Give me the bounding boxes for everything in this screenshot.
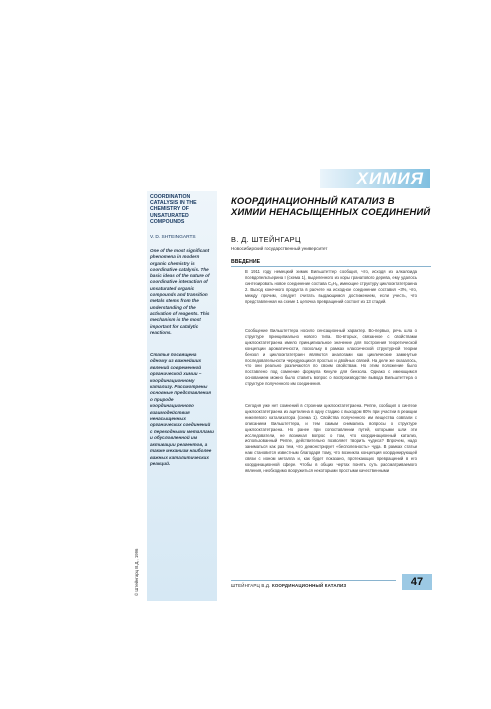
author-affiliation: Новосибирский государственный университет: [231, 246, 328, 251]
article-title: КООРДИНАЦИОННЫЙ КАТАЛИЗ В ХИМИИ НЕНАСЫЩЕННЫХ СОЕДИНЕНИЙ: [231, 195, 431, 217]
body-paragraph: Сообщение Вильштеттера носило сенсационный характер. Во-первых, речь шла о структуре принципиально нового типа. Во-вторых, связанное с свойствами циклооктатетраена имело принципиальное значение для построения теоретической концепции ароматичности, поскольку в рамках классической структурной теории бензол и циклооктатетраен являются аналогами как циклические замкнутые последовательности чередующихся простых и двойных связей. На деле же оказалось, что они реально различаются по своим свойствам. Но этим положение было поставлено под сомнение формула Кекуле для бензола. Однако с имеющимся основанием можно было ставить вопрос о воспроизводстве вывода Вильштеттера о структуре полученного им соединения.: [245, 328, 417, 387]
russian-abstract: Статья посвящена одному из важнейших явлений современной органической химии – координационному катализу. Рассмотрены основные представления о природе координационного взаимодействия ненасыщенных органических соединений с переходными металлами и обусловленной им активации реагентов, а также механизм наиболее важных каталитических реакций.: [150, 352, 214, 466]
running-footer: [231, 583, 346, 588]
footer-author: ШТЕЙНГАРЦ В.Д.: [231, 583, 271, 588]
english-author: V. D. SHTEINGARTS: [150, 235, 196, 240]
footer-divider: [231, 580, 396, 581]
section-divider: [231, 266, 431, 267]
section-banner: [320, 169, 430, 188]
body-paragraph: Сегодня уже нет сомнений в строении циклооктатетраена. Реппе, сообщил о синтезе циклооктатетраена из ацетилена в одну стадию с выходом 80% при участии в реакции никелевого катализатора (схема 1). Свойства полученного им вещества совпали с описанием Вильштеттера, и тем самым снимались вопросы о структуре циклооктатетраена. Но ранее при сопоставлении путей, которыми шли эти исследователи, не возникал вопрос о том, что координационный катализ, использованный Реппе, действительно позволяет творить чудеса? Впрочем, надо заниматься как раз тем, что демонстрирует «бесполезность» чуда. В рамках статьи нам становится известным благодаря тому, что возникла концепция координирующей связи с ионом металла и, как будет показано, протекающих превращений в его координационной сфере. Чтобы в общих чертах понять суть рассматриваемого явления, необходимо вооружиться некоторыми простыми качественными: [245, 403, 417, 473]
english-title: COORDINATION CATALYSIS IN THE CHEMISTRY OF UNSATURATED COMPOUNDS: [150, 194, 197, 225]
article-author: В. Д. ШТЕЙНГАРЦ: [231, 235, 301, 244]
body-paragraph: В 1911 году немецкий химик Вильштеттер сообщил, что, исходя из алкалоида псевдопельтьерина I (схема 1), выделенного из коры гранатового дерева, ему удалось синтезировать новое соединение состава C₈H₈, имеющее структуру циклооктатетраена 2. Выход конечного продукта в расчете на исходное соединение составил ~3%, что, между прочим, следует считать выдающимся достижением, если учесть, что представленная на схеме 1 цепочка превращений состоит из 13 стадий.: [245, 269, 417, 304]
section-banner-label: ХИМИЯ: [356, 169, 424, 188]
copyright-note: © Штейнгарц В.Д., 1996: [134, 548, 139, 596]
footer-title: КООРДИНАЦИОННЫЙ КАТАЛИЗ: [271, 583, 347, 588]
section-heading: ВВЕДЕНИЕ: [231, 259, 261, 265]
english-abstract: One of the most significant phenomena in modern organic chemistry is coordinative catalysis. The basic ideas of the nature of coordinative interaction of unsaturated organic compounds and transition metals stems from the understanding of the activation of reagents. This mechanism is the most important for catalytic reactions.: [150, 248, 210, 335]
page-number: 47: [402, 574, 432, 590]
